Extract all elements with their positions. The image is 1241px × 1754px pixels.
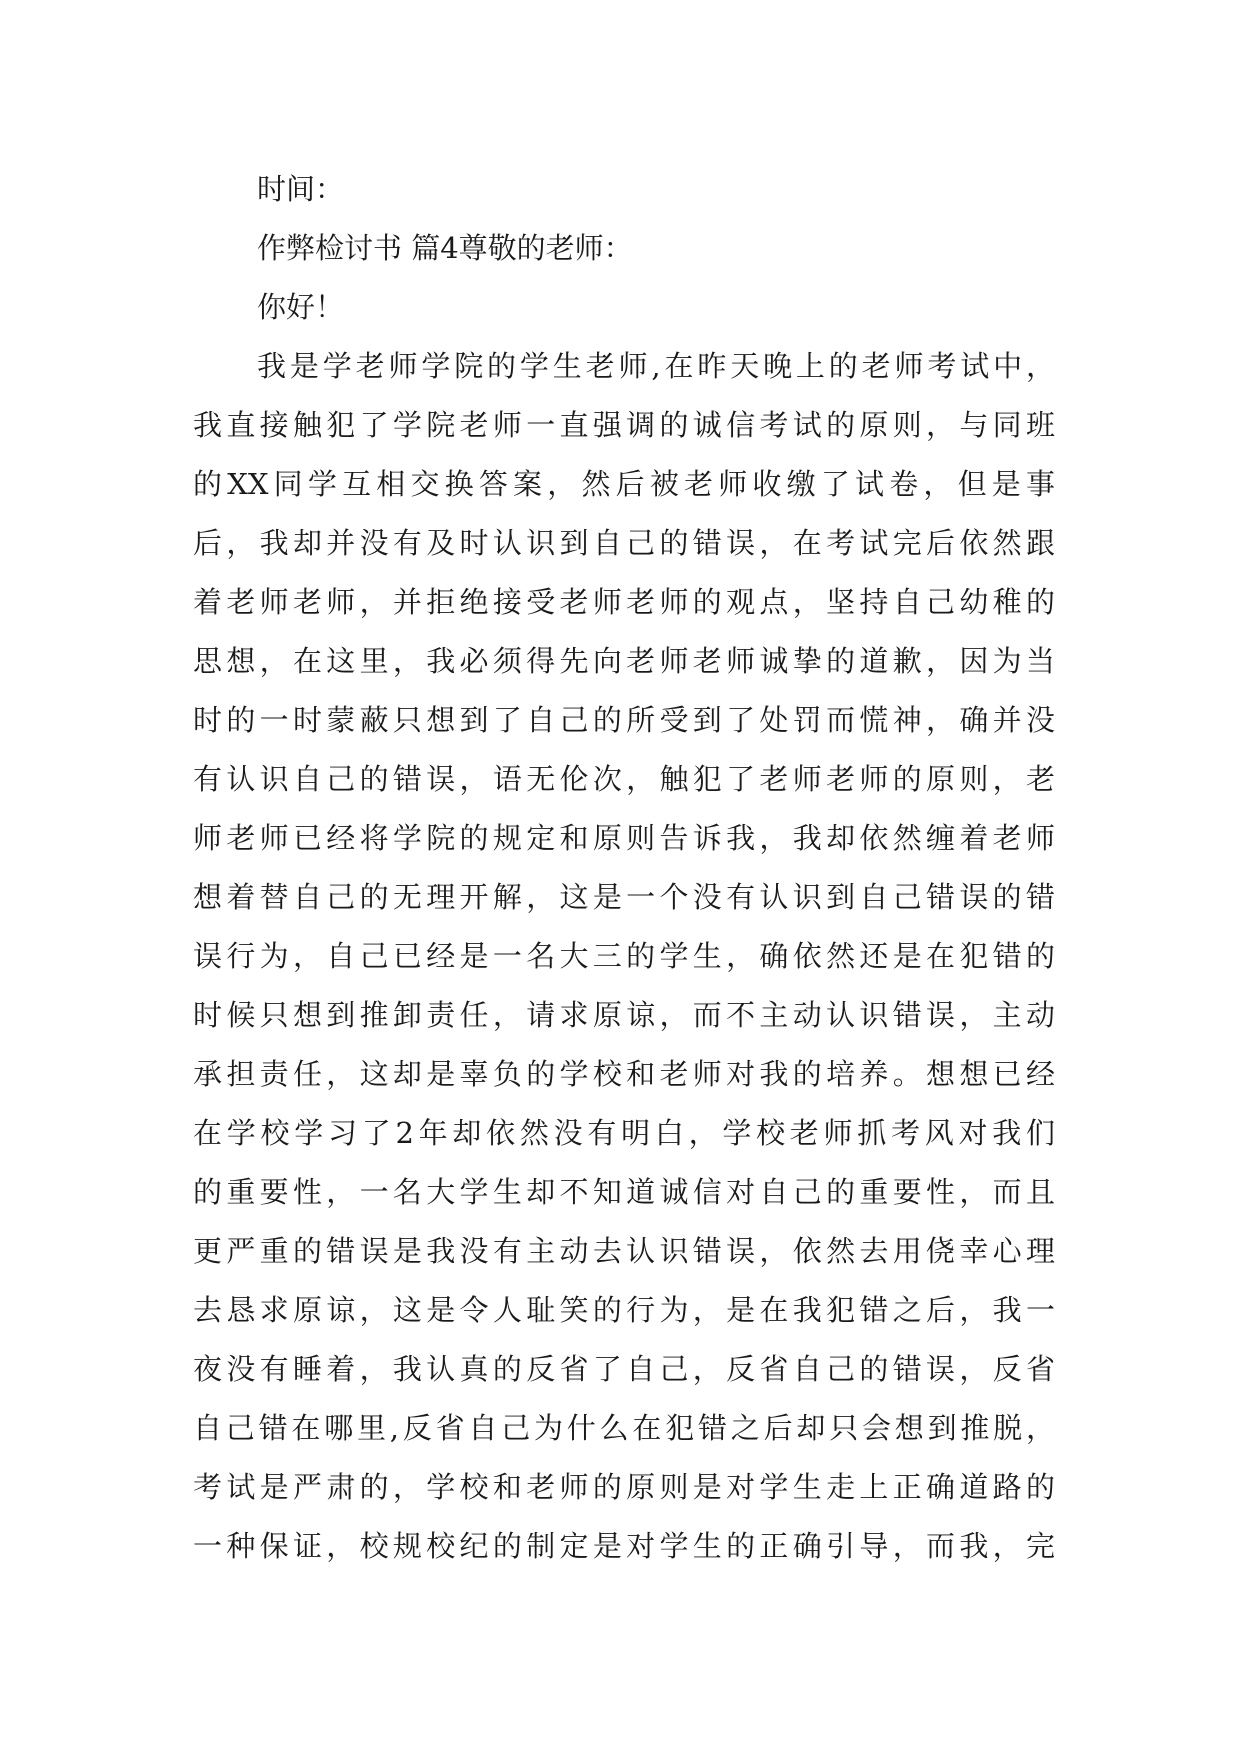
paragraph-line: 想着替自己的无理开解，这是一个没有认识到自己错误的错 xyxy=(193,880,1055,914)
paragraph-line: 的XX同学互相交换答案，然后被老师收缴了试卷，但是事 xyxy=(193,467,1055,501)
paragraph-line: 我是学老师学院的学生老师,在昨天晚上的老师考试中， xyxy=(257,349,1055,383)
paragraph-line: 自己错在哪里,反省自己为什么在犯错之后却只会想到推脱， xyxy=(193,1411,1055,1445)
paragraph-line: 夜没有睡着，我认真的反省了自己，反省自己的错误，反省 xyxy=(193,1352,1055,1386)
paragraph-line: 更严重的错误是我没有主动去认识错误，依然去用侥幸心理 xyxy=(193,1234,1055,1268)
paragraph-line: 承担责任，这却是辜负的学校和老师对我的培养。想想已经 xyxy=(193,1057,1055,1091)
time-label: 时间： xyxy=(257,172,345,206)
paragraph-line: 后，我却并没有及时认识到自己的错误，在考试完后依然跟 xyxy=(193,526,1055,560)
document-title-salutation: 作弊检讨书 篇4尊敬的老师： xyxy=(257,231,633,265)
paragraph-line: 的重要性，一名大学生却不知道诚信对自己的重要性，而且 xyxy=(193,1175,1055,1209)
paragraph-line: 在学校学习了2年却依然没有明白，学校老师抓考风对我们 xyxy=(193,1116,1055,1150)
paragraph-line: 有认识自己的错误，语无伦次，触犯了老师老师的原则，老 xyxy=(193,762,1055,796)
paragraph-line: 着老师老师，并拒绝接受老师老师的观点，坚持自己幼稚的 xyxy=(193,585,1055,619)
document-content xyxy=(193,160,1055,1576)
paragraph-line: 一种保证，校规校纪的制定是对学生的正确引导，而我，完 xyxy=(193,1529,1055,1563)
greeting: 你好！ xyxy=(257,290,345,324)
paragraph-line: 思想，在这里，我必须得先向老师老师诚挚的道歉，因为当 xyxy=(193,644,1055,678)
paragraph-line: 误行为，自己已经是一名大三的学生，确依然还是在犯错的 xyxy=(193,939,1055,973)
paragraph-line: 时候只想到推卸责任，请求原谅，而不主动认识错误，主动 xyxy=(193,998,1055,1032)
paragraph-line: 师老师已经将学院的规定和原则告诉我，我却依然缠着老师 xyxy=(193,821,1055,855)
paragraph-line: 时的一时蒙蔽只想到了自己的所受到了处罚而慌神，确并没 xyxy=(193,703,1055,737)
paragraph-line: 去恳求原谅，这是令人耻笑的行为，是在我犯错之后，我一 xyxy=(193,1293,1055,1327)
paragraph-line: 考试是严肃的，学校和老师的原则是对学生走上正确道路的 xyxy=(193,1470,1055,1504)
paragraph-line: 我直接触犯了学院老师一直强调的诚信考试的原则，与同班 xyxy=(193,408,1055,442)
